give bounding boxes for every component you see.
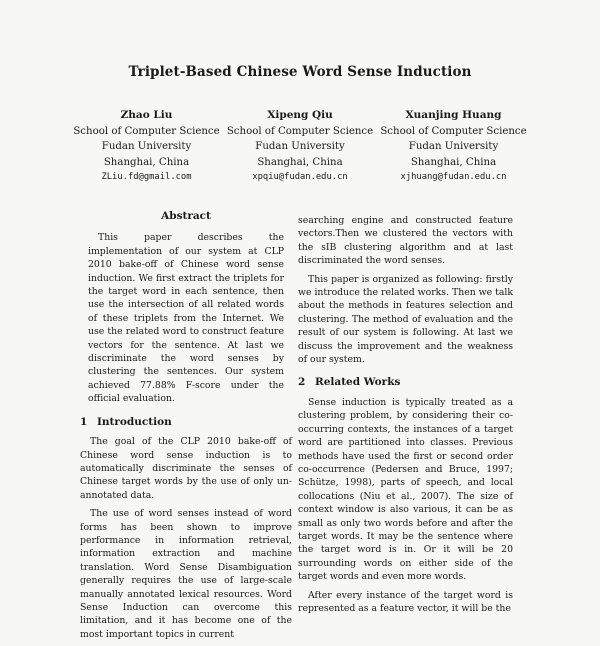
author-location: Shanghai, China: [257, 156, 343, 168]
author-university: Fudan University: [408, 141, 499, 152]
section-2-paragraph: Sense induction is typically treated as a clustering problem, by considering their co-occurring contexts, the instances of a target word are partitioned into classes. Previous methods have used the first or second order co-occurrence (Pedersen and Bruce, 1997; Schütze, 1998), parts of speech, and local collocations (Niu et al., 2007). The size of context window is also various, it can be as small as only two words before and after the target words. It may be the sentence where the target word is in. Or it will be 20 surrounding words on either side of the target words and even more words.: [298, 396, 513, 583]
abstract-text: This paper describes the implementation of our system at CLP 2010 bake-off of Chinese word sense induction. We first extract the triplets for the target word in each sentence, then use the intersection of all related words of these triplets from the Internet. We use the related word to construct feature vectors for the sentence. At last we discriminate the word senses by clustering the sentences. Our system achieved 77.88% F-score under the official evaluation.: [88, 232, 284, 405]
organization-paragraph: This paper is organized as following: firstly we introduce the related works. Then we talk about the methods in features selection and clustering. The method of evaluation and the result of our system is following. At last we discuss the improvement and the weakness of our system.: [298, 273, 513, 366]
author-name: Zhao Liu: [120, 109, 173, 121]
section-number: 2: [298, 376, 306, 389]
paper-title: Triplet-Based Chinese Word Sense Induction: [128, 64, 472, 80]
section-2-heading: [298, 376, 513, 389]
author-email: xpqiu@fudan.edu.cn: [252, 172, 348, 182]
author-1: [70, 108, 223, 186]
author-location: Shanghai, China: [103, 156, 190, 168]
section-1-paragraph: The goal of the CLP 2010 bake-off of Chinese word sense induction is to automatically discriminate the senses of Chinese target words by the use of only un-annotated data.: [80, 436, 292, 501]
continuation-paragraph: searching engine and constructed feature vectors.Then we clustered the vectors with the sIB clustering algorithm and at last discriminated the word senses.: [298, 215, 513, 267]
section-number: 1: [80, 415, 88, 428]
author-2: [224, 108, 377, 186]
author-3: [377, 108, 530, 186]
author-location: Shanghai, China: [410, 156, 497, 168]
section-1-heading: [80, 416, 292, 429]
author-email: ZLiu.fd@gmail.com: [101, 172, 192, 182]
author-block: [70, 108, 530, 186]
author-affiliation: School of Computer Science: [380, 125, 527, 137]
author-name: Xuanjing Huang: [405, 109, 502, 121]
author-affiliation: School of Computer Science: [73, 125, 220, 137]
section-1-paragraph: The use of word senses instead of word forms has been shown to improve performance in information retrieval, information extraction and machine translation. Word Sense Disambiguation generally requires the use of large-scale manually annotated lexical resources. Word Sense Induction can overcome this limitation, and it has become one of the most important topics in current: [80, 508, 292, 640]
right-column: [298, 214, 513, 620]
abstract-body: [80, 231, 292, 405]
abstract-heading: Abstract: [161, 210, 211, 222]
left-column: [80, 210, 292, 646]
section-title: Introduction: [97, 415, 172, 428]
section-title: Related Works: [315, 376, 401, 389]
section-2-paragraph: After every instance of the target word is represented as a feature vector, it will be the: [298, 589, 513, 614]
author-name: Xipeng Qiu: [267, 109, 333, 121]
author-university: Fudan University: [255, 141, 345, 152]
author-university: Fudan University: [101, 141, 192, 152]
author-affiliation: School of Computer Science: [226, 125, 374, 137]
author-email: xjhuang@fudan.edu.cn: [400, 172, 507, 182]
